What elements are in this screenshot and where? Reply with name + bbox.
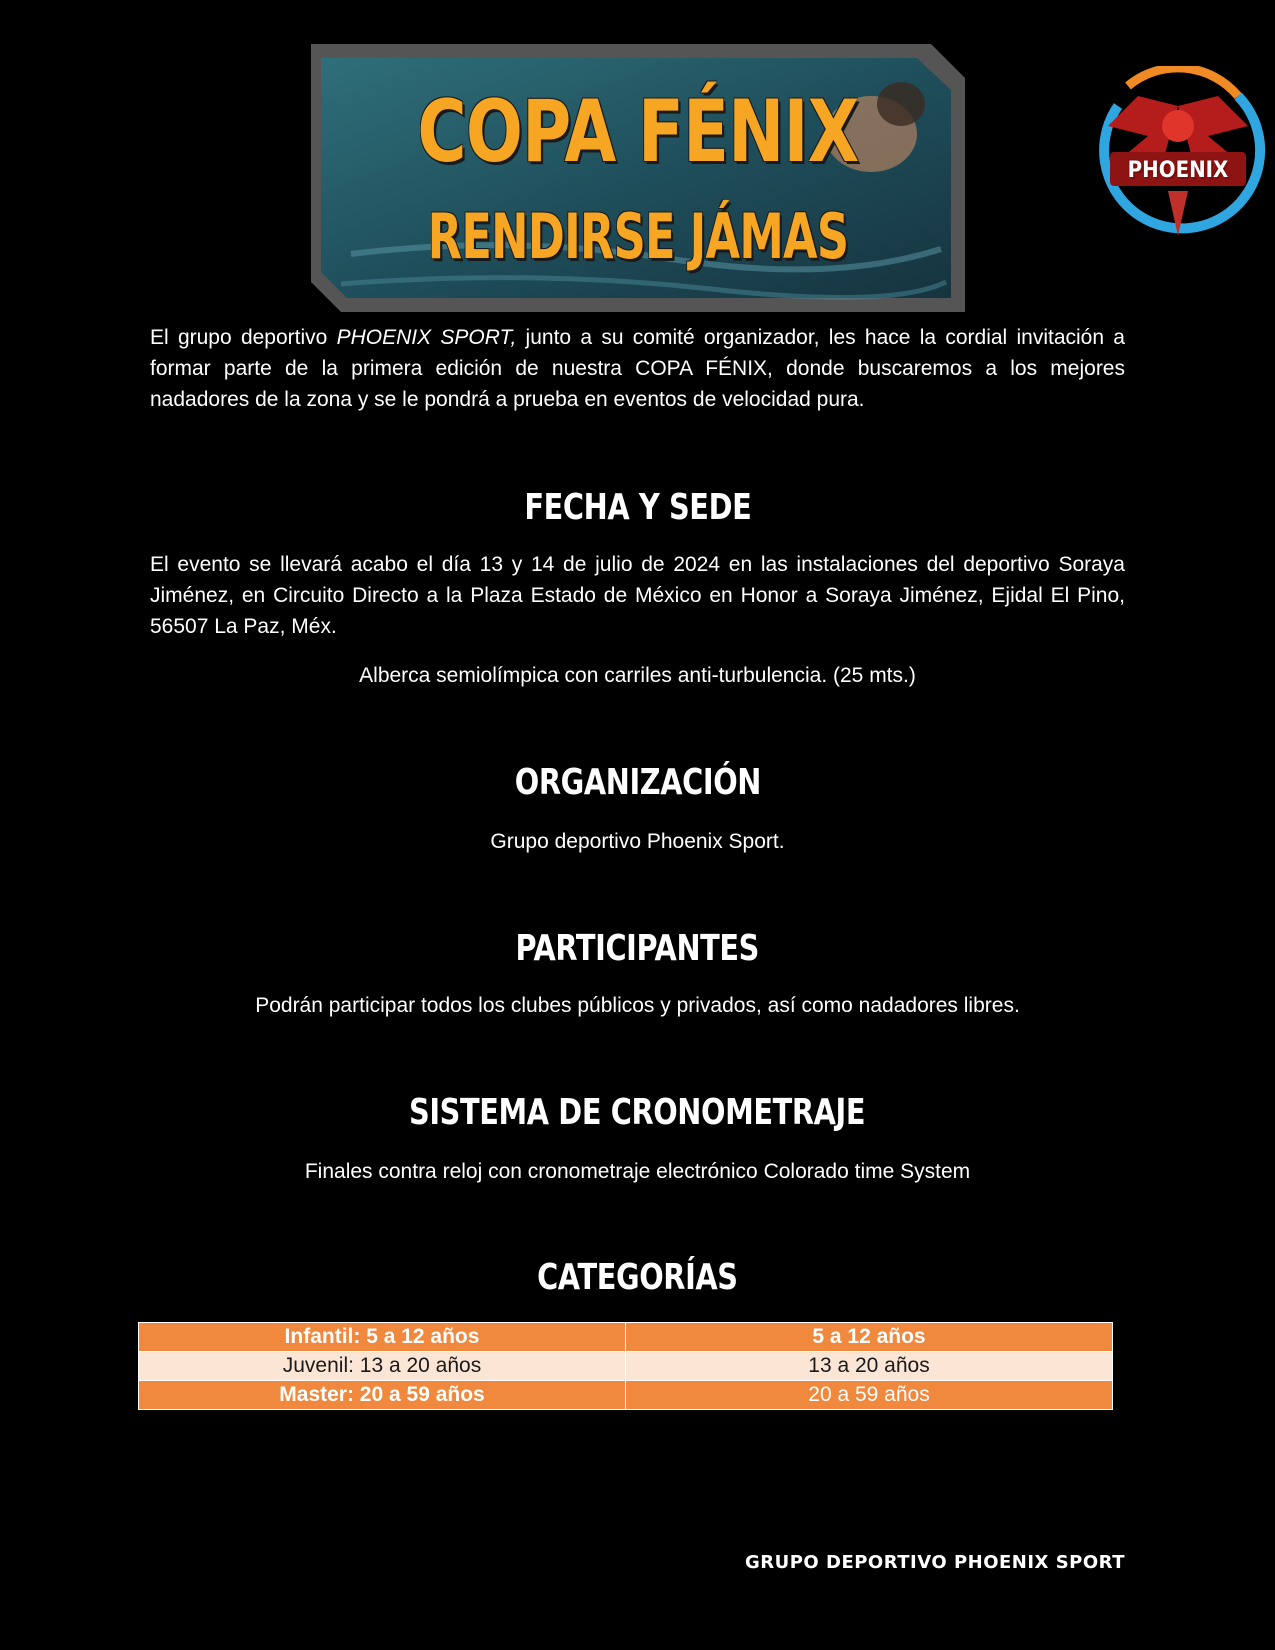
event-banner <box>311 44 965 312</box>
table-row <box>139 1381 1113 1410</box>
category-label-cell: Master: 20 a 59 años <box>139 1381 626 1410</box>
heading-fecha-sede: FECHA Y SEDE <box>523 487 751 528</box>
intro-text-start: El grupo deportivo <box>150 326 337 349</box>
category-age-cell: 20 a 59 años <box>626 1381 1113 1410</box>
intro-paragraph <box>150 322 1125 415</box>
heading-cronometraje: SISTEMA DE CRONOMETRAJE <box>409 1092 866 1133</box>
banner-title: COPA FÉNIX <box>417 82 859 182</box>
intro-text-rest: junto a su comité organizador, les hace la cordial invitación a formar parte de la primera edición de nuestra COPA FÉNIX, donde buscaremos a los mejores nadadores de la zona y se le pondrá a prueba en eventos de velocidad pura. <box>150 326 1125 411</box>
category-age-cell: 5 a 12 años <box>626 1323 1113 1352</box>
category-label-cell: Infantil: 5 a 12 años <box>139 1323 626 1352</box>
banner-subtitle: RENDIRSE JÁMAS <box>427 200 849 273</box>
category-age-cell: 13 a 20 años <box>626 1352 1113 1381</box>
categories-table <box>138 1322 1113 1410</box>
pool-description: Alberca semiolímpica con carriles anti-turbulencia. (25 mts.) <box>359 664 916 687</box>
heading-categorias: CATEGORÍAS <box>537 1257 738 1298</box>
phoenix-logo <box>1088 66 1268 256</box>
venue-paragraph: El evento se llevará acabo el día 13 y 14 de julio de 2024 en las instalaciones del deportivo Soraya Jiménez, en Circuito Directo a la Plaza Estado de México en Honor a Soraya Jiménez, Ejidal El Pino, 56507 La Paz, Méx. <box>150 553 1125 638</box>
cronometraje-text: Finales contra reloj con cronometraje electrónico Colorado time System <box>304 1160 971 1183</box>
heading-organizacion: ORGANIZACIÓN <box>514 762 761 803</box>
participantes-text: Podrán participar todos los clubes públicos y privados, así como nadadores libres. <box>255 994 1020 1017</box>
table-row <box>139 1352 1113 1381</box>
logo-wordmark: PHOENIX <box>1127 158 1229 183</box>
table-row <box>139 1323 1113 1352</box>
category-label-cell: Juvenil: 13 a 20 años <box>139 1352 626 1381</box>
footer-organization: GRUPO DEPORTIVO PHOENIX SPORT <box>744 1552 1125 1573</box>
organizacion-text: Grupo deportivo Phoenix Sport. <box>490 830 785 853</box>
heading-participantes: PARTICIPANTES <box>515 928 760 969</box>
intro-brand: PHOENIX SPORT, <box>336 326 517 349</box>
